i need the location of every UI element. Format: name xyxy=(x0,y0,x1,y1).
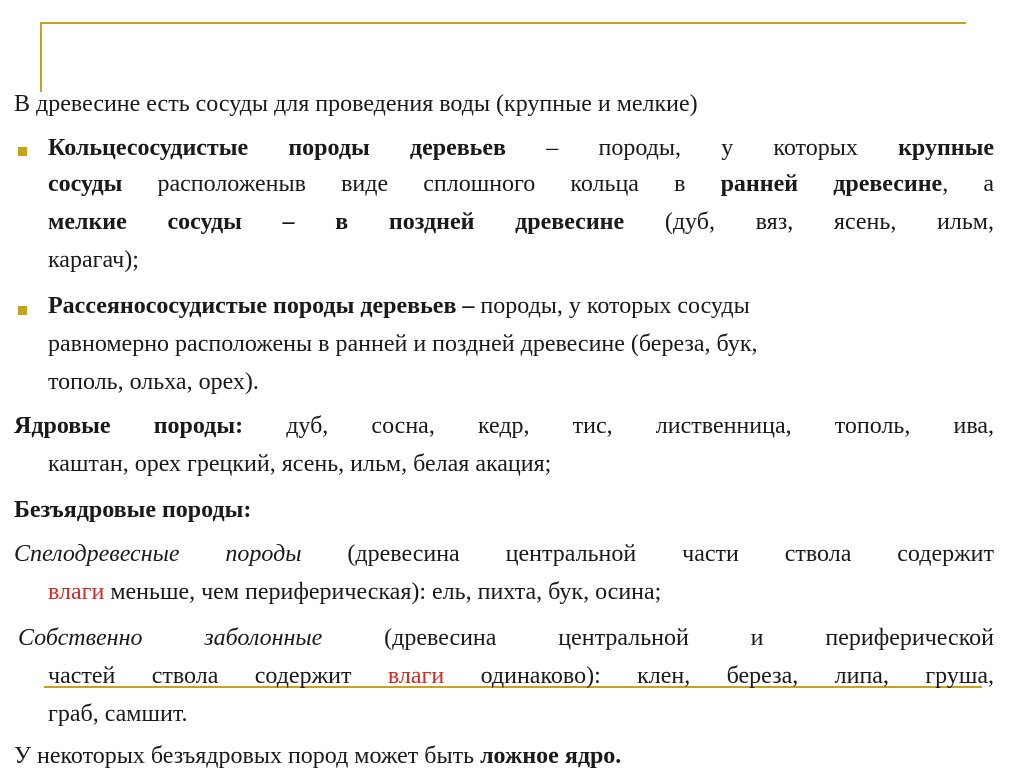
coreless-heading: Безъядровые породы: xyxy=(14,497,252,523)
ring-porous-line-1: Кольцесосудистые породы деревьев – породы, у которых крупные xyxy=(48,135,994,161)
mature-wood-line-1: Спелодревесные породы (древесина центральной части ствола содержит xyxy=(14,541,995,567)
diffuse-porous-line-2: равномерно расположены в ранней и поздней древесине (береза, бук, xyxy=(48,331,758,357)
ring-porous-line-3: мелкие сосуды – в поздней древесине (дуб, вяз, ясень, ильм, xyxy=(48,209,994,235)
core-species-line-2: каштан, орех грецкий, ясень, ильм, белая акация; xyxy=(48,451,552,477)
diffuse-porous-line-1: Рассеянососудистые породы деревьев – породы, у которых сосуды xyxy=(48,293,750,319)
ring-porous-line-4: карагач); xyxy=(48,247,139,273)
ring-porous-line-2: сосуды расположеныв виде сплошного кольца в ранней древесине, а xyxy=(48,171,995,197)
diffuse-porous-line-3: тополь, ольха, орех). xyxy=(48,369,259,395)
core-species-line-1: Ядровые породы: дуб, сосна, кедр, тис, лиственница, тополь, ива, xyxy=(14,413,994,439)
mature-wood-line-2: влаги меньше, чем периферическая): ель, пихта, бук, осина; xyxy=(48,579,662,605)
top-rule xyxy=(40,22,966,24)
sapwood-line-1: Собственно заболонные (древесина центральной и периферической xyxy=(18,625,994,651)
bullet-square-icon xyxy=(18,306,27,315)
bullet-square-icon xyxy=(18,147,27,156)
intro-line: В древесине есть сосуды для проведения воды (крупные и мелкие) xyxy=(14,91,698,117)
false-core-line: У некоторых безъядровых пород может быть ложное ядро. xyxy=(14,743,622,769)
sapwood-line-3: граб, самшит. xyxy=(48,701,188,727)
sapwood-line-2: частей ствола содержит влаги одинаково): клен, береза, липа, груша, xyxy=(48,663,994,689)
left-rule xyxy=(40,22,42,92)
